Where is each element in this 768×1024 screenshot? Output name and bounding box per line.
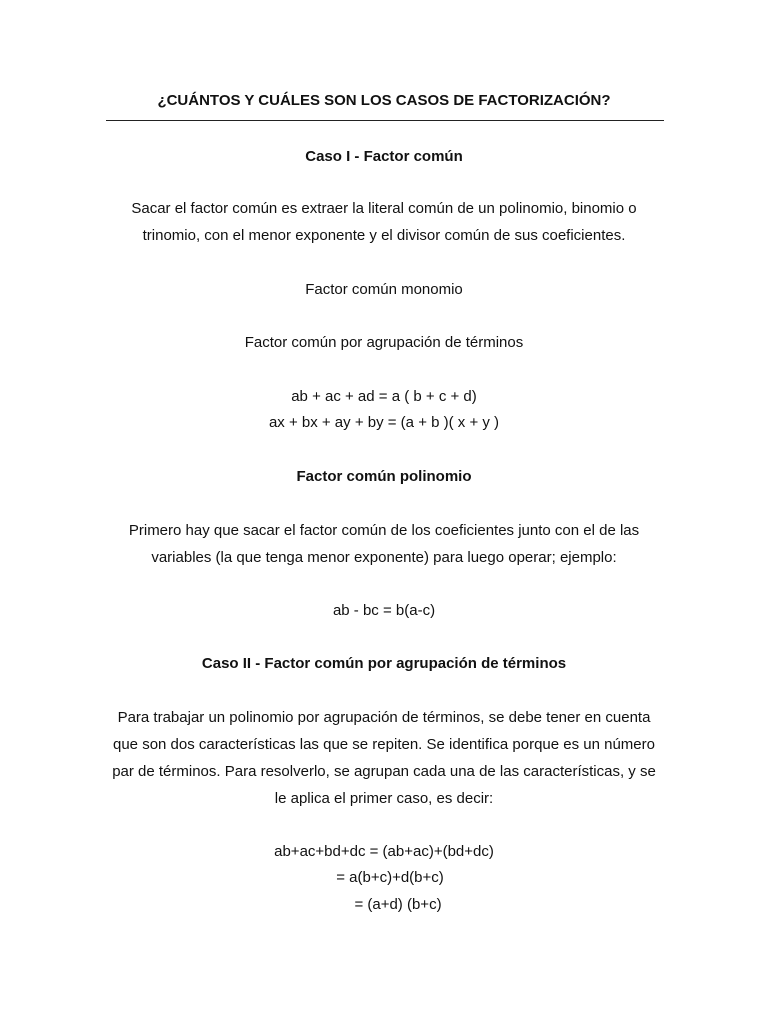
document-title: ¿CUÁNTOS Y CUÁLES SON LOS CASOS DE FACTORIZACIÓN? <box>157 92 611 109</box>
title-divider <box>106 120 664 121</box>
caso2-example-line1: ab+ac+bd+dc = (ab+ac)+(bd+dc) <box>274 843 494 860</box>
caso2-example-line3: = (a+d) (b+c) <box>354 896 442 913</box>
item-factor-comun-agrupacion: Factor común por agrupación de términos <box>244 334 524 351</box>
caso2-heading: Caso II - Factor común por agrupación de términos <box>201 655 567 672</box>
caso2-text-line1: Para trabajar un polinomio por agrupación de términos, se debe tener en cuenta <box>117 709 651 726</box>
polinomio-text-line1: Primero hay que sacar el factor común de los coeficientes junto con el de las <box>128 522 640 539</box>
polinomio-example: ab - bc = b(a-c) <box>332 602 436 619</box>
polinomio-text-line2: variables (la que tenga menor exponente) para luego operar; ejemplo: <box>151 549 617 566</box>
caso1-intro-line1: Sacar el factor común es extraer la literal común de un polinomio, binomio o <box>131 200 637 217</box>
item-factor-comun-monomio: Factor común monomio <box>305 281 463 298</box>
caso1-intro-line2: trinomio, con el menor exponente y el divisor común de sus coeficientes. <box>142 227 626 244</box>
caso1-example2: ax + bx + ay + by = (a + b )( x + y ) <box>268 414 500 431</box>
caso1-heading: Caso I - Factor común <box>305 148 463 165</box>
caso2-text-line2: que son dos características las que se repiten. Se identifica porque es un número <box>113 736 655 753</box>
polinomio-heading: Factor común polinomio <box>296 468 472 485</box>
caso1-example1: ab + ac + ad = a ( b + c + d) <box>291 388 477 405</box>
caso2-text-line3: par de términos. Para resolverlo, se agrupan cada una de las características, y se <box>112 763 656 780</box>
caso2-example-line2: = a(b+c)+d(b+c) <box>336 869 444 886</box>
caso2-text-line4: le aplica el primer caso, es decir: <box>274 790 494 807</box>
